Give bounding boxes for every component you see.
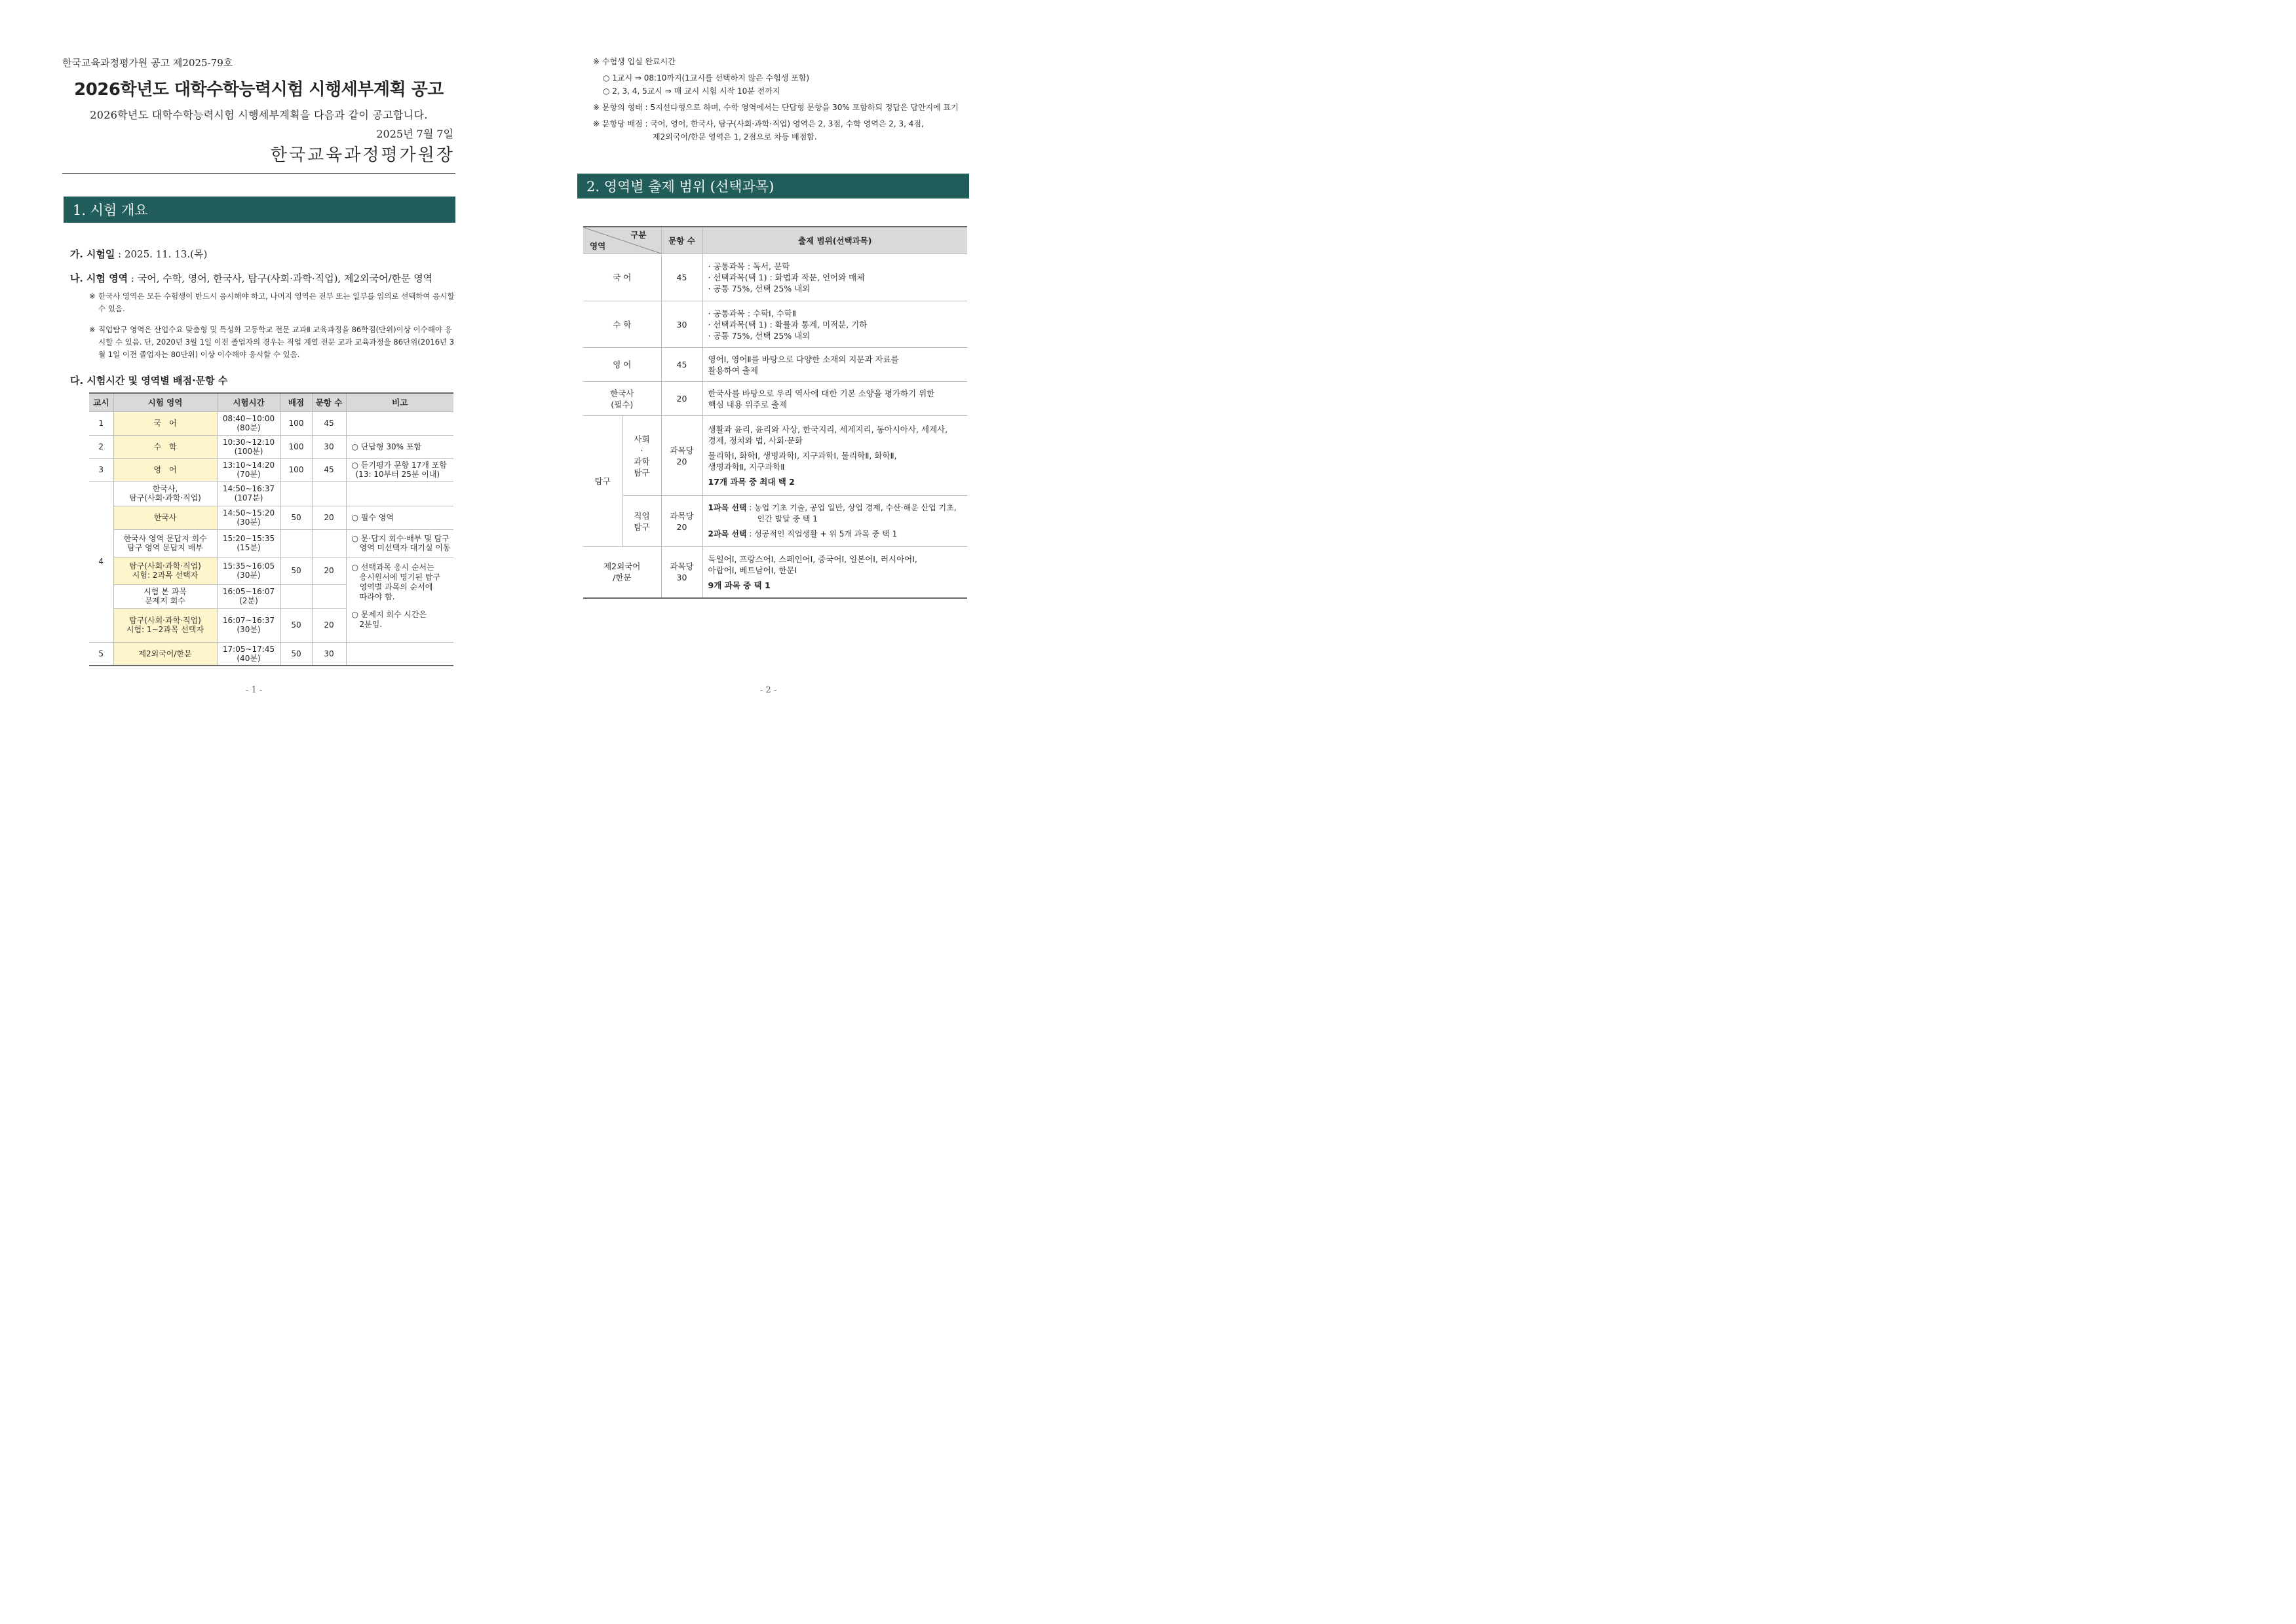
time-range: 14:50~15:20 [222, 508, 275, 518]
cell-range [702, 254, 967, 301]
range-line: 활용하여 출제 [708, 365, 758, 375]
scope-table [583, 226, 967, 599]
table-row [583, 547, 967, 598]
time-range: 16:05~16:07 [222, 587, 275, 596]
notice-date: 2025년 7월 7일 [376, 128, 453, 140]
range-line: · 선택과목(택 1) : 확률과 통계, 미적분, 기하 [708, 319, 868, 330]
cell-count: 20 [312, 557, 346, 584]
duration: (30분) [237, 625, 261, 634]
note-mark: ※ [89, 325, 96, 334]
cell-note: ○ 단답형 30% 포함 [346, 435, 453, 458]
cell-period: 1 [89, 411, 113, 435]
th-score: 배점 [280, 393, 312, 411]
cell-score: 50 [280, 557, 312, 584]
table-row [583, 382, 967, 416]
table-row [583, 496, 967, 547]
th-range: 출제 범위(선택과목) [702, 227, 967, 254]
page-2 [0, 0, 1022, 723]
page-title: 2026학년도 대학수학능력시험 시행세부계획 공고 [74, 80, 444, 100]
page-number: - 1 - [246, 685, 263, 695]
area-line: 시험 본 과목 [144, 587, 187, 596]
count-line: 과목당 [670, 510, 694, 521]
cell-score: 100 [280, 411, 312, 435]
time-range: 13:10~14:20 [222, 460, 275, 470]
cell-range [702, 416, 967, 496]
duration: (107분) [234, 493, 263, 502]
range-line: · 선택과목(택 1) : 화법과 작문, 언어와 매체 [708, 273, 865, 282]
th-diagonal [583, 227, 661, 254]
item-ga-label: 가. 시험일 [70, 248, 115, 260]
cell-score: 100 [280, 435, 312, 458]
cell-area [583, 382, 661, 416]
range-line: 영어Ⅰ, 영어Ⅱ를 바탕으로 다양한 소재의 지문과 자료를 [708, 354, 899, 364]
th-note: 비고 [346, 393, 453, 411]
range-line: 한국사를 바탕으로 우리 역사에 대한 기본 소양을 평가하기 위한 [708, 388, 935, 398]
cell-area: 국 어 [113, 411, 217, 435]
note-line: 영역별 과목의 순서에 [359, 582, 433, 592]
page-number: - 2 - [760, 685, 777, 695]
cell-count: 30 [661, 301, 702, 348]
note-line: ○ 선택과목 응시 순서는 [351, 562, 434, 572]
cell-count: 45 [312, 458, 346, 481]
cell-count: 30 [312, 435, 346, 458]
table-row [583, 301, 967, 348]
cell-count: 45 [312, 411, 346, 435]
duration: (15분) [237, 543, 261, 552]
note-line: 영역 미선택자 대기실 이동 [359, 543, 451, 552]
time-range: 08:40~10:00 [222, 414, 275, 423]
area-line: 시험: 1~2과목 선택자 [126, 625, 204, 634]
cell-subarea [622, 496, 661, 547]
cell-period: 5 [89, 642, 113, 666]
area-line: 한국사 영역 문답지 회수 [123, 534, 207, 543]
area-line: 탐구 영역 문답지 배부 [127, 543, 203, 552]
note-line: ○ 듣기평가 문항 17개 포함 [351, 460, 447, 470]
cell-range [702, 382, 967, 416]
count-line: 20 [676, 456, 687, 466]
time-range: 17:05~17:45 [222, 644, 275, 654]
range-line: · 공통과목 : 독서, 문학 [708, 261, 790, 271]
area-line: 한국사 [610, 388, 634, 398]
area-line: 탐구 [634, 467, 650, 478]
note-item-score: ※ 문항당 배점 : 국어, 영어, 한국사, 탐구(사회·과학·직업) 영역은 2, 3점, 수학 영역은 2, 3, 4점, [593, 119, 924, 128]
range-line: 아랍어Ⅰ, 베트남어Ⅰ, 한문Ⅰ [708, 565, 797, 575]
time-range: 15:20~15:35 [222, 534, 275, 543]
duration: (70분) [237, 469, 261, 479]
duration: (100분) [234, 446, 263, 456]
cell-area: 한국사 [113, 506, 217, 529]
item-ga-value: : 2025. 11. 13.(목) [115, 248, 208, 260]
range-line: 경제, 정치와 법, 사회·문화 [708, 436, 803, 445]
note-line: 따라야 함. [359, 592, 395, 601]
range-line: 17개 과목 중 최대 택 2 [708, 477, 795, 487]
intro-text: 2026학년도 대학수학능력시험 시행세부계획을 다음과 같이 공고합니다. [90, 109, 428, 121]
range-bold: 1과목 선택 [708, 503, 747, 512]
area-line: /한문 [613, 573, 632, 583]
duration: (30분) [237, 518, 261, 527]
area-line: 제2외국어 [603, 561, 641, 572]
duration: (30분) [237, 571, 261, 580]
duration: (80분) [237, 423, 261, 432]
th-area: 시험 영역 [113, 393, 217, 411]
count-line: 20 [676, 521, 687, 532]
cell-subarea [622, 416, 661, 496]
area-line: 시험: 2과목 선택자 [132, 571, 199, 580]
note2-text: 직업탐구 영역은 산업수요 맞춤형 및 특성화 고등학교 전문 교과Ⅱ 교육과정을 86학점(단위)이상 이수해야 응시할 수 있음. 단, 2020년 3월 1일 이전 졸업자의 경우는 직업 계열 전문 교과 교육과정을 86단위(2016년 3월 1일 이전 졸업자는 80단위) 이상 이수해야 응시할 수 있음. [98, 325, 455, 359]
area-line: 탐구(사회·과학·직업) [129, 493, 201, 502]
range-line: 물리학Ⅰ, 화학Ⅰ, 생명과학Ⅰ, 지구과학Ⅰ, 물리학Ⅱ, 화학Ⅱ, [708, 451, 897, 461]
note-line: (13: 10부터 25분 이내) [355, 469, 440, 479]
area-line: · [640, 445, 643, 455]
th-gubun: 구분 [630, 230, 647, 240]
range-line: · 공통 75%, 선택 25% 내외 [708, 284, 811, 293]
range-line: 생명과학Ⅱ, 지구과학Ⅱ [708, 462, 785, 472]
range-line: · 공통과목 : 수학Ⅰ, 수학Ⅱ [708, 308, 796, 318]
cell-range [702, 496, 967, 547]
area-line: 탐구(사회·과학·직업) [129, 561, 201, 571]
cell-area: 영 어 [583, 348, 661, 382]
range-line: · 공통 75%, 선택 25% 내외 [708, 330, 811, 341]
th-period: 교시 [89, 393, 113, 411]
time-range: 15:35~16:05 [222, 561, 275, 571]
cell-period: 4 [89, 481, 113, 642]
area-line: 탐구(사회·과학·직업) [129, 616, 201, 625]
area-line: 문제지 회수 [145, 596, 185, 605]
range-line: : 성공적인 직업생활 + 위 5개 과목 중 택 1 [746, 529, 898, 538]
area-line: (필수) [611, 399, 634, 409]
notice-number: 한국교육과정평가원 공고 제2025-79호 [62, 57, 233, 69]
section-1-banner: 1. 시험 개요 [64, 197, 455, 223]
item-na-value: : 국어, 수학, 영어, 한국사, 탐구(사회·과학·직업), 제2외국어/한문 영역 [128, 273, 433, 284]
cell-score: 50 [280, 642, 312, 666]
th-count: 문항 수 [661, 227, 702, 254]
note-mark: ※ [89, 292, 96, 301]
range-line: 생활과 윤리, 윤리와 사상, 한국지리, 세계지리, 동아시아사, 세계사, [708, 425, 948, 434]
cell-count [661, 547, 702, 598]
note-item-score-2: 제2외국어/한문 영역은 1, 2점으로 차등 배점함. [653, 132, 817, 142]
range-line: : 농업 기초 기술, 공업 일반, 상업 경제, 수산·해운 산업 기초, [746, 503, 957, 512]
cell-count [661, 416, 702, 496]
th-count: 문항 수 [312, 393, 346, 411]
table-header-row [583, 227, 967, 254]
cell-count: 20 [661, 382, 702, 416]
note-entry-time-1: ○ 1교시 ⇒ 08:10까지(1교시를 선택하지 않은 수험생 포함) [603, 73, 810, 83]
cell-score: 100 [280, 458, 312, 481]
cell-count: 45 [661, 254, 702, 301]
note-line: ○ 문·답지 회수·배부 및 탐구 [351, 534, 450, 543]
range-line: 9개 과목 중 택 1 [708, 580, 771, 590]
cell-note: ○ 필수 영역 [346, 506, 453, 529]
time-range: 16:07~16:37 [222, 616, 275, 625]
note-entry-time: ※ 수험생 입실 완료시간 [593, 57, 676, 66]
table-row [583, 348, 967, 382]
cell-area: 수 학 [583, 301, 661, 348]
duration: (40분) [237, 653, 261, 663]
cell-score: 50 [280, 608, 312, 642]
time-range: 10:30~12:10 [222, 437, 275, 447]
cell-count: 30 [312, 642, 346, 666]
range-bold: 2과목 선택 [708, 529, 747, 538]
note-entry-time-2: ○ 2, 3, 4, 5교시 ⇒ 매 교시 시험 시작 10분 전까지 [603, 86, 780, 96]
note1-text: 한국사 영역은 모든 수험생이 반드시 응시해야 하고, 나머지 영역은 전부 또는 일부를 임의로 선택하여 응시할 수 있음. [98, 292, 455, 313]
cell-area: 국 어 [583, 254, 661, 301]
cell-area: 제2외국어/한문 [113, 642, 217, 666]
count-line: 과목당 [670, 445, 694, 455]
cell-area: 수 학 [113, 435, 217, 458]
time-range: 14:50~16:37 [222, 484, 275, 493]
cell-range [702, 547, 967, 598]
table-row [583, 416, 967, 496]
note-line: 2분임. [359, 619, 383, 629]
count-line: 30 [676, 573, 687, 583]
table-row [583, 254, 967, 301]
section-2-banner: 2. 영역별 출제 범위 (선택과목) [577, 174, 969, 198]
item-na-label: 나. 시험 영역 [70, 273, 128, 284]
cell-area [583, 547, 661, 598]
th-time: 시험시간 [217, 393, 280, 411]
cell-count: 20 [312, 506, 346, 529]
note-item-format: ※ 문항의 형태 : 5지선다형으로 하며, 수학 영역에서는 단답형 문항을 30% 포함하되 정답은 답안지에 표기 [593, 103, 959, 112]
item-schedule-heading: 다. 시험시간 및 영역별 배점·문항 수 [70, 375, 228, 387]
cell-count [661, 496, 702, 547]
cell-count: 45 [661, 348, 702, 382]
note-line: 응시원서에 명기된 탐구 [359, 572, 441, 582]
area-line: 과학 [634, 456, 650, 466]
duration: (2분) [239, 596, 258, 605]
range-line: 인간 발달 중 택 1 [757, 514, 818, 523]
cell-count: 20 [312, 608, 346, 642]
cell-period: 2 [89, 435, 113, 458]
area-line: 한국사, [152, 484, 178, 493]
cell-area-inquiry: 탐구 [583, 416, 622, 547]
th-area: 영역 [590, 241, 606, 251]
range-line: 독일어Ⅰ, 프랑스어Ⅰ, 스페인어Ⅰ, 중국어Ⅰ, 일본어Ⅰ, 러시아어Ⅰ, [708, 554, 917, 564]
cell-score: 50 [280, 506, 312, 529]
area-line: 탐구 [634, 521, 650, 532]
note-line: ○ 문제지 회수 시간은 [351, 609, 427, 619]
area-line: 사회 [634, 434, 650, 444]
issuer: 한국교육과정평가원장 [270, 145, 455, 165]
cell-period: 3 [89, 458, 113, 481]
cell-area: 영 어 [113, 458, 217, 481]
range-line: 핵심 내용 위주로 출제 [708, 399, 788, 409]
cell-range [702, 348, 967, 382]
area-line: 직업 [634, 510, 650, 521]
cell-range [702, 301, 967, 348]
count-line: 과목당 [670, 561, 694, 572]
